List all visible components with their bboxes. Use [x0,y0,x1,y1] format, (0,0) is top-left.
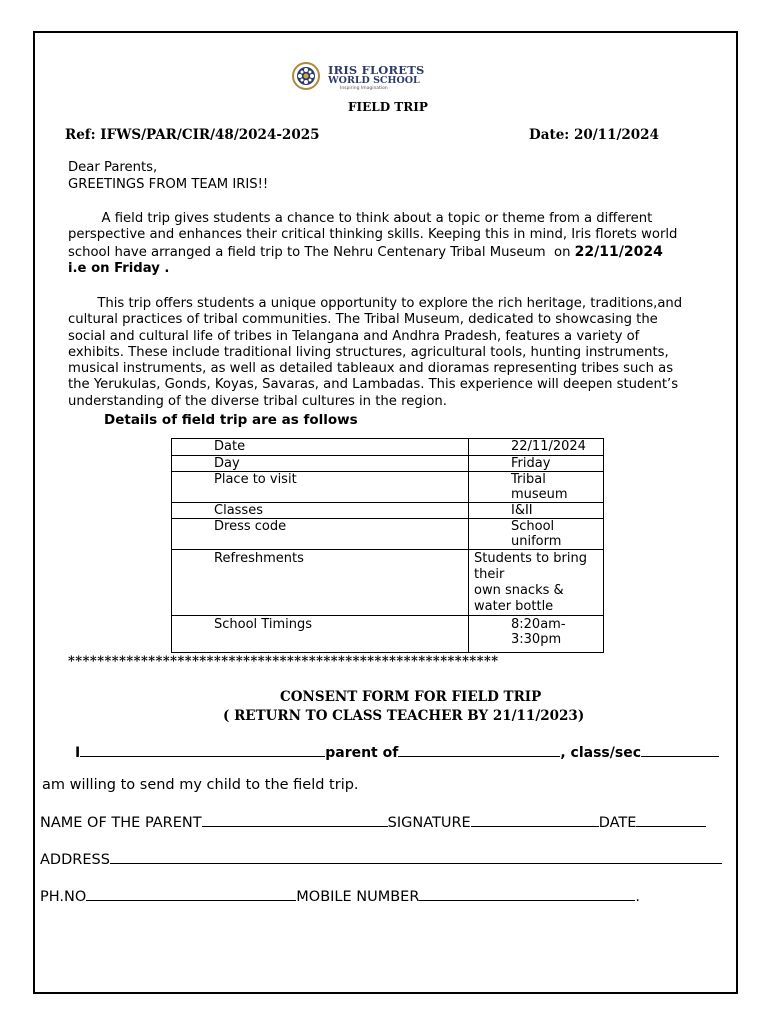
table-row [172,439,604,456]
class-sec-label: , class/sec [560,745,641,761]
mobile-field[interactable] [419,886,635,901]
detail-value: 8:20am-3:30pm [469,616,604,653]
consent-subtitle: ( RETURN TO CLASS TEACHER BY 21/11/2023) [223,708,585,724]
parent-name-label: NAME OF THE PARENT [40,815,202,831]
address-label: ADDRESS [40,852,110,868]
logo-name-line2: WORLD SCHOOL [328,75,420,86]
willing-statement: am willing to send my child to the field trip. [42,777,359,793]
detail-label: Dress code [172,519,469,550]
paragraph-line: understanding of the diverse tribal cultures in the region. [68,393,447,409]
circular-date: Date: 20/11/2024 [529,127,659,143]
table-row [172,550,604,616]
signature-label: SIGNATURE [387,815,471,831]
paragraph-line: perspective and enhances their critical thinking skills. Keeping this in mind, Iris florets world [68,227,678,243]
detail-value: 22/11/2024 [469,439,604,456]
trip-day-bold: i.e on Friday . [68,260,170,276]
detail-label: Date [172,439,469,456]
end-dot: . [635,889,641,905]
table-row [172,456,604,472]
child-name-blank[interactable] [398,742,560,757]
detail-label: School Timings [172,616,469,653]
museum-paragraph [68,296,738,410]
detail-label: Refreshments [172,550,469,616]
reference-number: Ref: IFWS/PAR/CIR/48/2024-2025 [65,127,320,143]
separator-line: *********************************************************** [68,654,499,669]
paragraph-line: exhibits. These include traditional living structures, agricultural tools, hunting instruments, [68,344,669,360]
phone-label: PH.NO [40,889,87,905]
phone-line [40,886,640,905]
trip-date-bold: 22/11/2024 [574,243,663,260]
parent-name-signature-line [40,812,706,831]
table-row [172,503,604,519]
page-title: FIELD TRIP [348,100,428,114]
phone-field[interactable] [86,886,296,901]
school-logo [286,60,440,92]
table-row [172,519,604,550]
greeting: GREETINGS FROM TEAM IRIS!! [68,177,269,192]
detail-label: Place to visit [172,472,469,503]
table-row [172,616,604,653]
paragraph-line: musical instruments, as well as detailed tableaux and dioramas representing tribes such as [68,361,674,377]
paragraph-line: the Yerukulas, Gonds, Koyas, Savaras, and Lambadas. This experience will deepen student’s [68,377,679,393]
detail-label: Classes [172,503,469,519]
class-sec-blank[interactable] [641,742,719,757]
paragraph-line: cultural practices of tribal communities. The Tribal Museum, dedicated to showcasing the [68,312,658,328]
intro-paragraph [68,211,738,277]
pronoun-i: I [75,745,81,761]
parent-of-label: parent of [325,745,399,761]
salutation: Dear Parents, [68,160,158,175]
logo-tagline: Inspiring Imagination [340,86,388,91]
address-line [40,849,722,868]
detail-label: Day [172,456,469,472]
detail-value: Friday [469,456,604,472]
detail-value: Students to bring their own snacks & water bottle [469,550,604,616]
flower-emblem-icon [286,60,326,92]
paragraph-line: social and cultural life of tribes in Telangana and Andhra Pradesh, features a variety of [68,328,640,344]
paragraph-line: A field trip gives students a chance to think about a topic or theme from a different [68,211,653,226]
parent-name-field[interactable] [202,812,388,827]
paragraph-text: school have arranged a field trip to The Nehru Centenary Tribal Museum on [68,244,575,260]
logo-name-line1: IRIS FLORETS [328,63,425,77]
consent-title: CONSENT FORM FOR FIELD TRIP [280,689,542,705]
date-label: DATE [598,815,637,831]
date-field[interactable] [636,812,706,827]
mobile-label: MOBILE NUMBER [296,889,420,905]
address-field[interactable] [110,849,722,864]
details-heading: Details of field trip are as follows [104,412,358,428]
field-trip-details-table [171,438,604,653]
detail-value: School uniform [469,519,604,550]
table-row [172,472,604,503]
detail-value: I&II [469,503,604,519]
detail-value: Tribal museum [469,472,604,503]
consent-declaration-line [75,742,719,761]
signature-field[interactable] [471,812,599,827]
paragraph-line: This trip offers students a unique opportunity to explore the rich heritage, traditions,and [68,296,683,311]
paragraph-line [68,244,738,261]
parent-name-blank[interactable] [80,742,325,757]
paragraph-line [68,261,738,277]
